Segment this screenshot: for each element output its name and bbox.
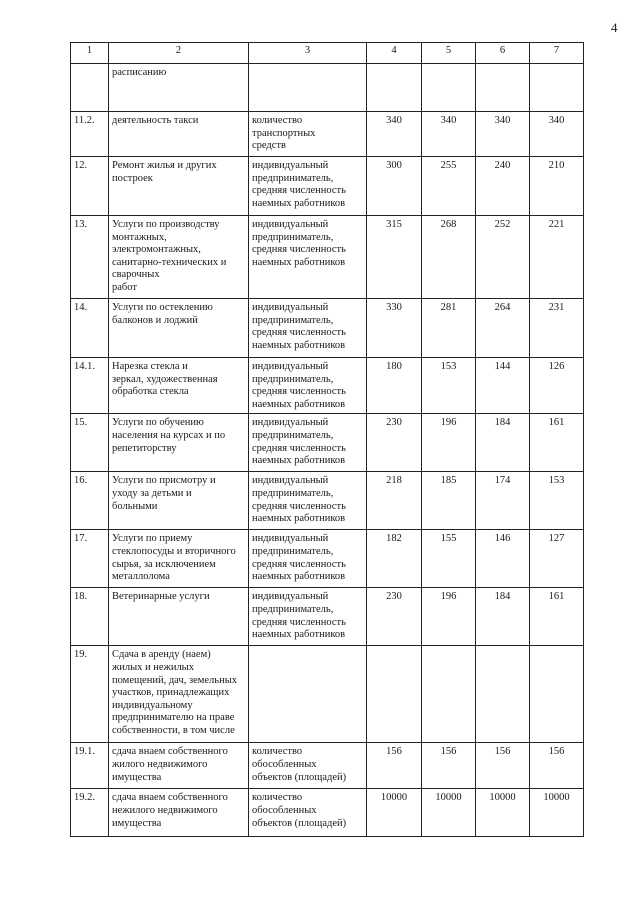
value-col-4: 156 xyxy=(367,743,422,789)
service-description: Ветеринарные услуги xyxy=(109,588,249,646)
value-col-7 xyxy=(530,64,584,112)
value-col-6: 340 xyxy=(476,112,530,157)
row-number: 11.2. xyxy=(71,112,109,157)
value-col-5: 196 xyxy=(422,414,476,472)
service-description: сдача внаем собственного нежилого недвижимого имущества xyxy=(109,789,249,837)
unit-of-measure: индивидуальный предприниматель, средняя численность наемных работников xyxy=(249,358,367,414)
service-description: Услуги по остеклению балконов и лоджий xyxy=(109,299,249,358)
value-col-5: 156 xyxy=(422,743,476,789)
value-col-4: 10000 xyxy=(367,789,422,837)
table-row xyxy=(71,743,584,789)
header-cell-1: 1 xyxy=(71,43,109,64)
value-col-5: 255 xyxy=(422,157,476,216)
header-row xyxy=(71,43,584,64)
row-number xyxy=(71,64,109,112)
value-col-5: 155 xyxy=(422,530,476,588)
service-description: Услуги по обучению населения на курсах и по репетиторству xyxy=(109,414,249,472)
unit-of-measure xyxy=(249,646,367,743)
row-number: 17. xyxy=(71,530,109,588)
table-row xyxy=(71,64,584,112)
value-col-4: 300 xyxy=(367,157,422,216)
value-col-5: 196 xyxy=(422,588,476,646)
value-col-6: 10000 xyxy=(476,789,530,837)
value-col-6: 184 xyxy=(476,414,530,472)
table-row xyxy=(71,646,584,743)
header-cell-5: 5 xyxy=(422,43,476,64)
value-col-7: 156 xyxy=(530,743,584,789)
header-cell-7: 7 xyxy=(530,43,584,64)
value-col-5: 268 xyxy=(422,216,476,299)
value-col-7 xyxy=(530,646,584,743)
value-col-6: 146 xyxy=(476,530,530,588)
value-col-6: 240 xyxy=(476,157,530,216)
value-col-4: 330 xyxy=(367,299,422,358)
value-col-5: 153 xyxy=(422,358,476,414)
value-col-6: 264 xyxy=(476,299,530,358)
value-col-6: 144 xyxy=(476,358,530,414)
table-row xyxy=(71,157,584,216)
service-description: Нарезка стекла и зеркал, художественная обработка стекла xyxy=(109,358,249,414)
row-number: 13. xyxy=(71,216,109,299)
value-col-5: 281 xyxy=(422,299,476,358)
table-row xyxy=(71,112,584,157)
value-col-4: 230 xyxy=(367,588,422,646)
value-col-5 xyxy=(422,646,476,743)
table-row xyxy=(71,530,584,588)
row-number: 18. xyxy=(71,588,109,646)
unit-of-measure: индивидуальный предприниматель, средняя численность наемных работников xyxy=(249,472,367,530)
unit-of-measure: количество обособленных объектов (площадей) xyxy=(249,743,367,789)
value-col-6: 184 xyxy=(476,588,530,646)
header-cell-2: 2 xyxy=(109,43,249,64)
value-col-4: 182 xyxy=(367,530,422,588)
value-col-7: 231 xyxy=(530,299,584,358)
row-number: 14.1. xyxy=(71,358,109,414)
service-description: расписанию xyxy=(109,64,249,112)
service-description: Ремонт жилья и других построек xyxy=(109,157,249,216)
value-col-6: 252 xyxy=(476,216,530,299)
unit-of-measure: индивидуальный предприниматель, средняя численность наемных работников xyxy=(249,299,367,358)
header-cell-4: 4 xyxy=(367,43,422,64)
unit-of-measure: количество транспортных средств xyxy=(249,112,367,157)
value-col-4: 340 xyxy=(367,112,422,157)
table-row xyxy=(71,789,584,837)
unit-of-measure: индивидуальный предприниматель, средняя численность наемных работников xyxy=(249,530,367,588)
unit-of-measure: индивидуальный предприниматель, средняя численность наемных работников xyxy=(249,588,367,646)
row-number: 16. xyxy=(71,472,109,530)
value-col-6: 174 xyxy=(476,472,530,530)
unit-of-measure: индивидуальный предприниматель, средняя численность наемных работников xyxy=(249,157,367,216)
value-col-7: 153 xyxy=(530,472,584,530)
unit-of-measure: индивидуальный предприниматель, средняя численность наемных работников xyxy=(249,414,367,472)
value-col-4: 218 xyxy=(367,472,422,530)
row-number: 12. xyxy=(71,157,109,216)
unit-of-measure: количество обособленных объектов (площадей) xyxy=(249,789,367,837)
header-cell-6: 6 xyxy=(476,43,530,64)
table-row xyxy=(71,216,584,299)
header-cell-3: 3 xyxy=(249,43,367,64)
value-col-4: 180 xyxy=(367,358,422,414)
value-col-7: 340 xyxy=(530,112,584,157)
value-col-6 xyxy=(476,64,530,112)
page-number: 4 xyxy=(611,20,618,35)
service-description: Услуги по производству монтажных, электромонтажных, санитарно-технических и сварочных работ xyxy=(109,216,249,299)
value-col-7: 10000 xyxy=(530,789,584,837)
table-row xyxy=(71,358,584,414)
data-table xyxy=(70,42,584,837)
value-col-5: 185 xyxy=(422,472,476,530)
service-description: Услуги по приему стеклопосуды и вторичного сырья, за исключением металлолома xyxy=(109,530,249,588)
value-col-7: 221 xyxy=(530,216,584,299)
service-description: деятельность такси xyxy=(109,112,249,157)
value-col-7: 126 xyxy=(530,358,584,414)
table-row xyxy=(71,299,584,358)
row-number: 14. xyxy=(71,299,109,358)
unit-of-measure xyxy=(249,64,367,112)
value-col-6 xyxy=(476,646,530,743)
service-description: сдача внаем собственного жилого недвижимого имущества xyxy=(109,743,249,789)
value-col-4 xyxy=(367,646,422,743)
value-col-6: 156 xyxy=(476,743,530,789)
service-description: Сдача в аренду (наем) жилых и нежилых помещений, дач, земельных участков, принадлежащих индивидуальному предпринимателю на праве собственности, в том числе xyxy=(109,646,249,743)
row-number: 19.1. xyxy=(71,743,109,789)
value-col-5: 10000 xyxy=(422,789,476,837)
service-description: Услуги по присмотру и уходу за детьми и больными xyxy=(109,472,249,530)
row-number: 19.2. xyxy=(71,789,109,837)
value-col-4 xyxy=(367,64,422,112)
table-row xyxy=(71,472,584,530)
row-number: 15. xyxy=(71,414,109,472)
value-col-5: 340 xyxy=(422,112,476,157)
unit-of-measure: индивидуальный предприниматель, средняя численность наемных работников xyxy=(249,216,367,299)
value-col-5 xyxy=(422,64,476,112)
table-row xyxy=(71,588,584,646)
value-col-7: 210 xyxy=(530,157,584,216)
value-col-7: 161 xyxy=(530,414,584,472)
value-col-4: 315 xyxy=(367,216,422,299)
table-row xyxy=(71,414,584,472)
value-col-7: 127 xyxy=(530,530,584,588)
value-col-7: 161 xyxy=(530,588,584,646)
value-col-4: 230 xyxy=(367,414,422,472)
row-number: 19. xyxy=(71,646,109,743)
